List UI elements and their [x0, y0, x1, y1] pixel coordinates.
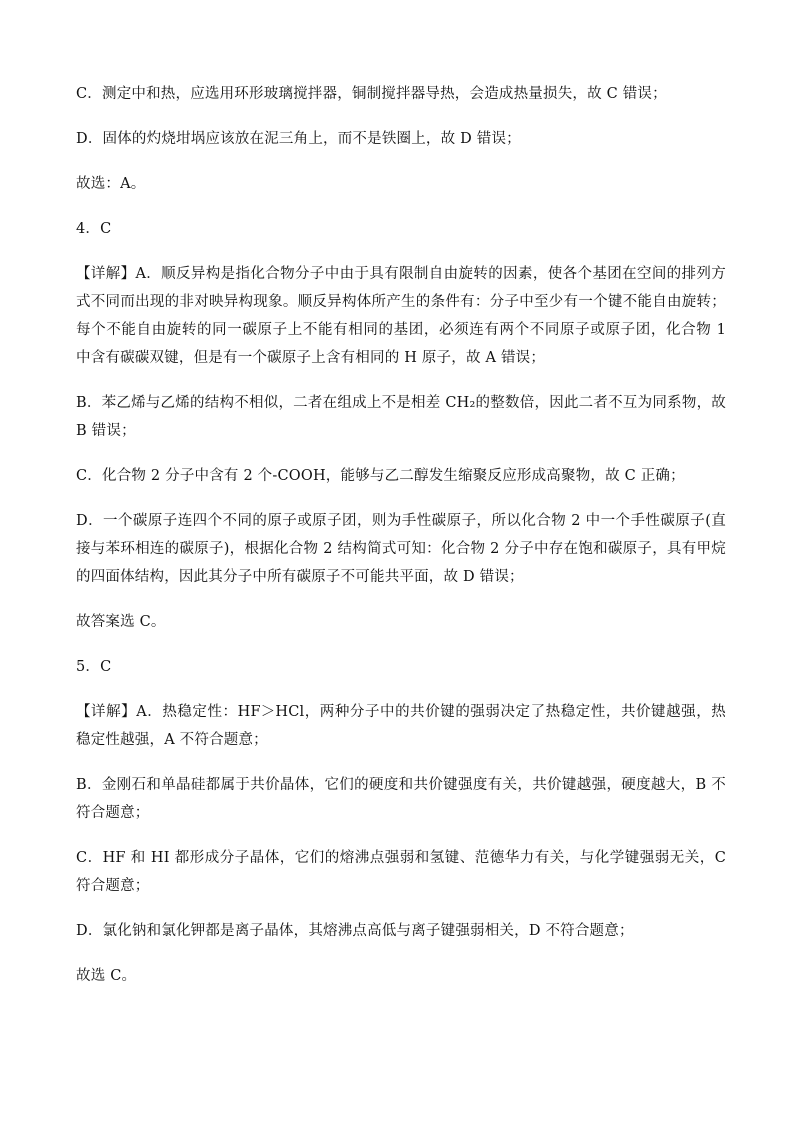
paragraph: 故选 C。 [76, 968, 137, 984]
paragraph: D．一个碳原子连四个不同的原子或原子团，则为手性碳原子，所以化合物 2 中一个手性碳原子(直接与苯环相连的碳原子)，根据化合物 2 结构简式可知：化合物 2 分子中存在饱和碳原子，具有甲烷的四面体结构，因此其分子中所有碳原子不可能共平面，故 D 错误； [76, 513, 726, 585]
paragraph: C．HF 和 HI 都形成分子晶体，它们的熔沸点强弱和氢键、范德华力有关，与化学键强弱无关，C 符合题意； [76, 850, 726, 894]
paragraph: D．固体的灼烧坩埚应该放在泥三角上，而不是铁圈上，故 D 错误； [76, 131, 521, 147]
paragraph: 故答案选 C。 [76, 614, 166, 630]
paragraph: 故选：A。 [76, 176, 146, 192]
paragraph: C．化合物 2 分子中含有 2 个-COOH，能够与乙二醇发生缩聚反应形成高聚物，故 C 正确； [76, 468, 685, 484]
document-page [76, 80, 726, 1007]
paragraph: 【详解】A．顺反异构是指化合物分子中由于具有限制自由旋转的因素，使各个基团在空间的排列方式不同而出现的非对映异构现象。顺反异构体所产生的条件有：分子中至少有一个键不能自由旋转；每个不能自由旋转的同一碳原子上不能有相同的基团，必须连有两个不同原子或原子团，化合物 1 中含有碳碳双键，但是有一个碳原子上含有相同的 H 原子，故 A 错误； [76, 266, 726, 366]
question-answer-heading: 5．C [76, 659, 112, 675]
paragraph: C．测定中和热，应选用环形玻璃搅拌器，铜制搅拌器导热，会造成热量损失，故 C 错误； [76, 86, 667, 102]
paragraph: D．氯化钠和氯化钾都是离子晶体，其熔沸点高低与离子键强弱相关，D 不符合题意； [76, 923, 634, 939]
paragraph: B．苯乙烯与乙烯的结构不相似，二者在组成上不是相差 CH₂的整数倍，因此二者不互为同系物，故 B 错误； [76, 395, 726, 439]
question-answer-heading: 4．C [76, 221, 112, 237]
paragraph: 【详解】A．热稳定性：HF＞HCl，两种分子中的共价键的强弱决定了热稳定性，共价键越强，热稳定性越强，A 不符合题意； [76, 704, 726, 748]
paragraph: B．金刚石和单晶硅都属于共价晶体，它们的硬度和共价键强度有关，共价键越强，硬度越大，B 不符合题意； [76, 777, 726, 821]
